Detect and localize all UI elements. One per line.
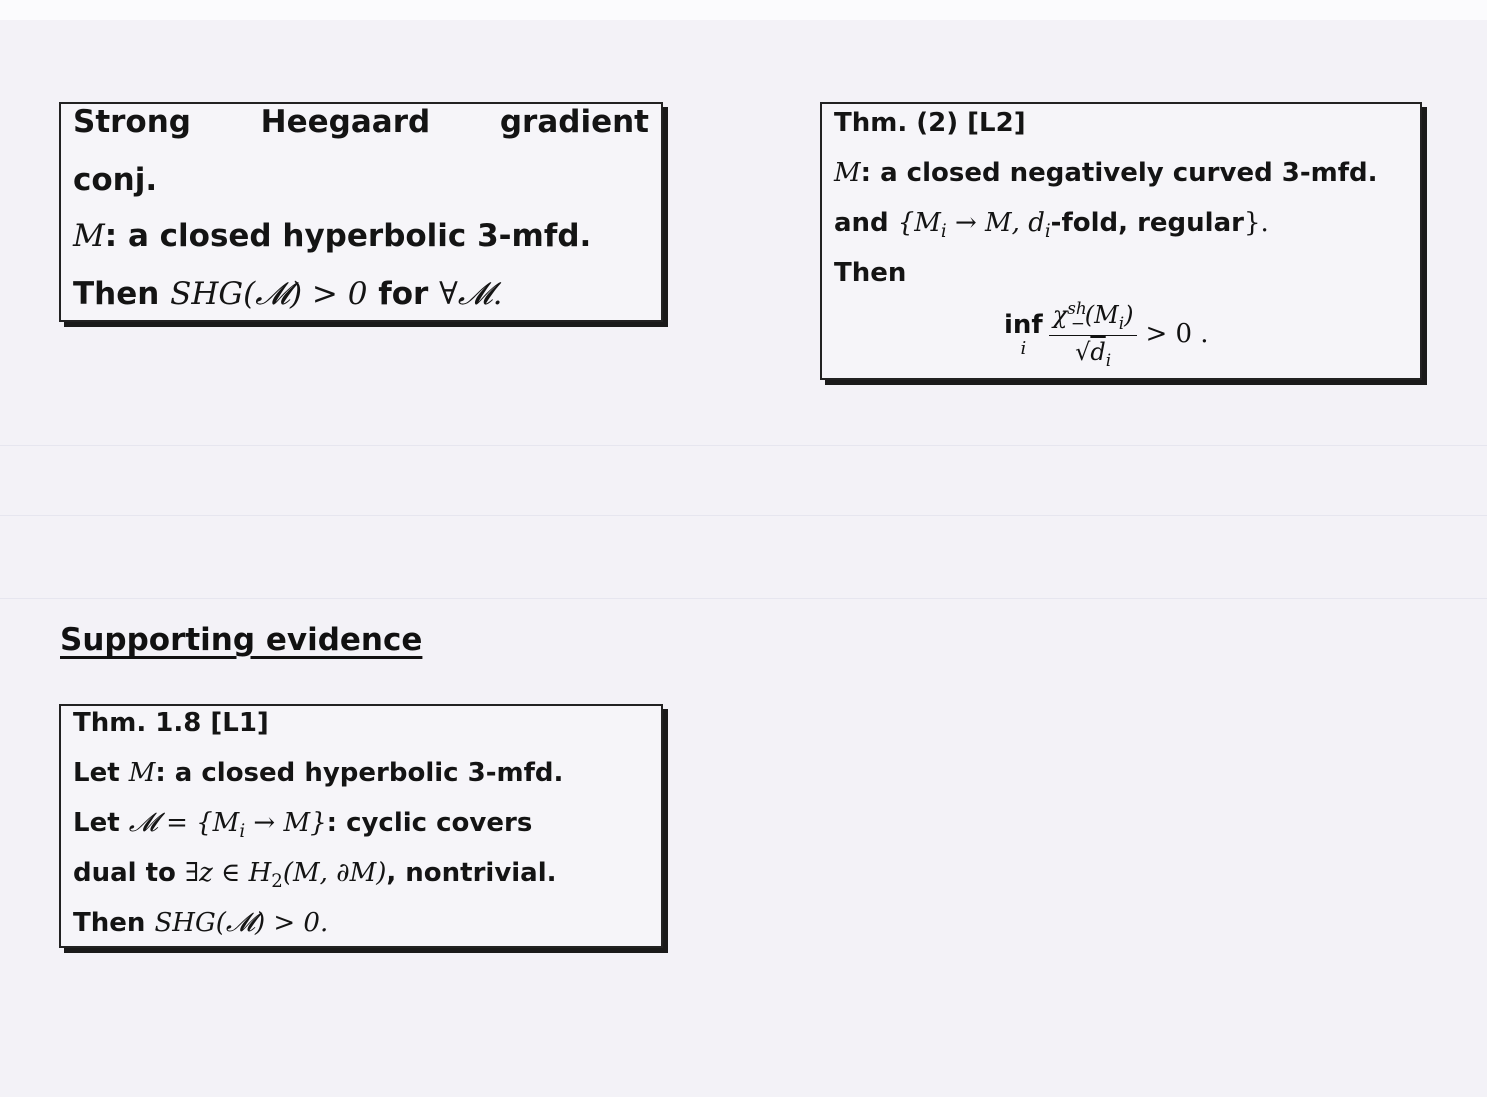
theorem-title: Thm. (2) [L2] [834,108,1026,138]
conjecture-hypothesis [73,218,591,254]
let-word: Let [73,758,120,788]
then-word: Then [73,276,160,312]
conjecture-conclusion [73,276,502,313]
title-word: gradient [499,104,649,140]
math-expression: SHG(𝓜) > 0. [154,908,329,938]
theorem-hypothesis [834,158,1378,188]
theorem-conclusion [73,908,328,939]
inf-operator: inf i [1004,309,1043,359]
dual-word: dual to [73,858,176,888]
theorem-hypothesis-covers [834,208,1269,242]
title-word: Strong [73,104,191,140]
hypothesis-text: : a closed hyperbolic 3-mfd. [104,218,592,254]
then-word: Then [834,258,907,288]
conjecture-title [73,104,649,140]
hypothesis-text: : a closed negatively curved 3-mfd. [860,158,1378,188]
section-heading: Supporting evidence [60,622,423,658]
fold-text: -fold, regular [1050,208,1244,238]
faint-rule [0,598,1487,599]
nontrivial-text: , nontrivial. [386,858,557,888]
theorem-box-l2 [820,102,1422,380]
math-expression: 𝓜 = $\{M_i \to M\}$ [128,808,327,843]
theorem-dual [73,858,557,892]
math-expression: ∀𝓜. [439,276,503,312]
inequality-tail: > 0 . [1145,318,1209,349]
infimum-formula [1004,298,1209,370]
title-word: Heegaard [260,104,431,140]
faint-rule [0,445,1487,446]
set-close: }. [1243,208,1269,238]
math-expression: {$M_i \to M$, $d_i$ [897,208,1051,243]
math-expression: SHG(𝓜) > 0 [170,276,368,312]
for-word: for [378,276,429,312]
fraction-numerator: $\chi^{sh}_-(M_i)$ [1049,298,1138,336]
page-top-edge [0,0,1487,20]
theorem-covers [73,808,532,842]
and-word: and [834,208,889,238]
fraction [1049,298,1138,370]
covers-text: : cyclic covers [326,808,533,838]
math-var: M [128,758,156,788]
theorem-box-l1 [59,704,663,948]
theorem-hypothesis [73,758,563,788]
hypothesis-text: : a closed hyperbolic 3-mfd. [155,758,564,788]
math-expression: ∃z ∈ $H_2(M$, ∂M) [184,858,387,893]
faint-rule [0,515,1487,516]
math-var: M [834,158,861,188]
math-var: M [73,218,105,254]
then-word: Then [73,908,146,938]
conjecture-box [59,102,663,322]
theorem-title: Thm. 1.8 [L1] [73,708,269,738]
fraction-denominator: $√d_i$ [1075,337,1112,370]
conjecture-title-cont: conj. [73,162,158,198]
let-word: Let [73,808,120,838]
